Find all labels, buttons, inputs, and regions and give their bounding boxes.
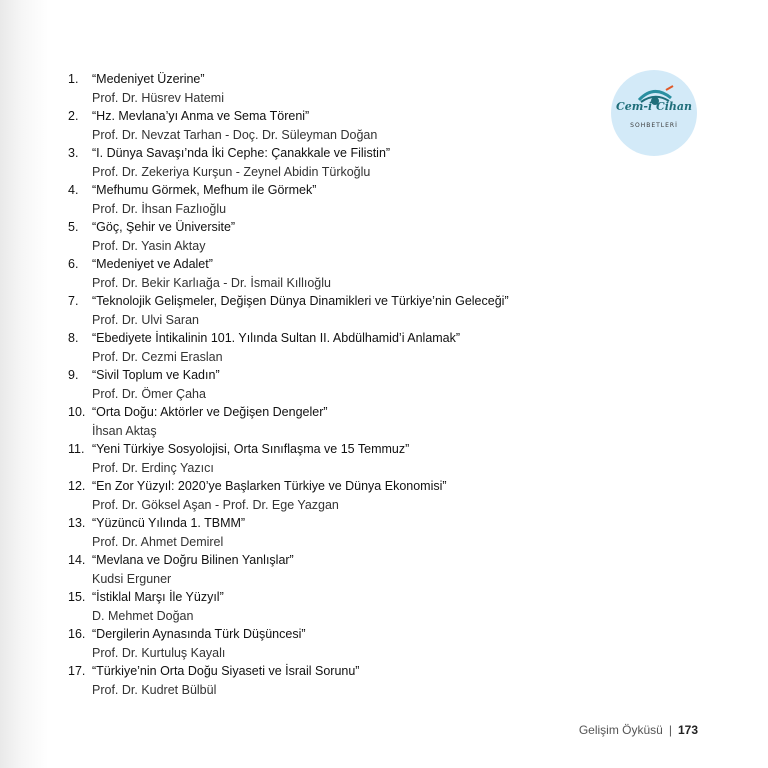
item-title: “Teknolojik Gelişmeler, Değişen Dünya Dinamikleri ve Türkiye’nin Geleceği” (92, 294, 509, 308)
item-number: 12. (68, 479, 86, 493)
list-item (68, 218, 628, 255)
item-number: 14. (68, 553, 86, 567)
item-author: İhsan Aktaş (92, 424, 157, 438)
item-author: Prof. Dr. Erdinç Yazıcı (92, 461, 214, 475)
list-item (68, 255, 628, 292)
item-number: 8. (68, 331, 79, 345)
item-title: “Türkiye’nin Orta Doğu Siyaseti ve İsrail Sorunu” (92, 664, 360, 678)
item-author: D. Mehmet Doğan (92, 609, 194, 623)
item-author: Prof. Dr. Nevzat Tarhan - Doç. Dr. Süleyman Doğan (92, 128, 378, 142)
item-author: Prof. Dr. Cezmi Eraslan (92, 350, 223, 364)
item-title: “Mefhumu Görmek, Mefhum ile Görmek” (92, 183, 317, 197)
item-author: Prof. Dr. Hüsrev Hatemi (92, 91, 224, 105)
page-footer (579, 723, 698, 737)
item-number: 7. (68, 294, 79, 308)
item-number: 9. (68, 368, 79, 382)
item-author: Prof. Dr. İhsan Fazlıoğlu (92, 202, 227, 216)
item-title: “İstiklal Marşı İle Yüzyıl” (92, 590, 224, 604)
item-number: 17. (68, 664, 86, 678)
logo-wordmark: Cem-i Cihan (615, 100, 693, 113)
item-title: “Yüzüncü Yılında 1. TBMM” (92, 516, 246, 530)
list-item (68, 329, 628, 366)
item-title: “I. Dünya Savaşı’nda İki Cephe: Çanakkale ve Filistin” (92, 146, 391, 160)
item-number: 10. (68, 405, 86, 419)
item-author: Prof. Dr. Bekir Karlıağa - Dr. İsmail Kıllıoğlu (92, 276, 331, 290)
item-number: 13. (68, 516, 86, 530)
item-author: Kudsi Erguner (92, 572, 172, 586)
item-title: “Yeni Türkiye Sosyolojisi, Orta Sınıflaşma ve 15 Temmuz” (92, 442, 410, 456)
item-author: Prof. Dr. Kudret Bülbül (92, 683, 217, 697)
logo-subtitle: SOHBETLERİ (630, 122, 678, 129)
list-item (68, 662, 628, 699)
list-item (68, 477, 628, 514)
list-item (68, 403, 628, 440)
item-title: “Medeniyet ve Adalet” (92, 257, 213, 271)
event-list (68, 70, 628, 699)
item-number: 6. (68, 257, 79, 271)
item-author: Prof. Dr. Göksel Aşan - Prof. Dr. Ege Yazgan (92, 498, 339, 512)
item-author: Prof. Dr. Ulvi Saran (92, 313, 199, 327)
item-number: 3. (68, 146, 79, 160)
item-author: Prof. Dr. Zekeriya Kurşun - Zeynel Abidin Türkoğlu (92, 165, 371, 179)
item-author: Prof. Dr. Ömer Çaha (92, 387, 206, 401)
item-title: “Ebediyete İntikalinin 101. Yılında Sultan II. Abdülhamid’i Anlamak” (92, 331, 461, 345)
item-number: 15. (68, 590, 86, 604)
list-item (68, 440, 628, 477)
item-number: 2. (68, 109, 79, 123)
list-item (68, 70, 628, 107)
item-title: “Orta Doğu: Aktörler ve Değişen Dengeler” (92, 405, 328, 419)
item-title: “Göç, Şehir ve Üniversite” (92, 220, 236, 234)
footer-separator: | (668, 723, 672, 737)
list-item (68, 588, 628, 625)
item-number: 5. (68, 220, 79, 234)
item-number: 11. (68, 442, 85, 456)
item-number: 16. (68, 627, 86, 641)
list-item (68, 366, 628, 403)
item-title: “En Zor Yüzyıl: 2020’ye Başlarken Türkiye ve Dünya Ekonomisi” (92, 479, 447, 493)
list-item (68, 292, 628, 329)
item-title: “Medeniyet Üzerine” (92, 72, 205, 86)
item-title: “Hz. Mevlana’yı Anma ve Sema Töreni” (92, 109, 310, 123)
book-title: Gelişim Öyküsü (578, 723, 663, 737)
page-number: 173 (677, 723, 698, 737)
item-title: “Dergilerin Aynasında Türk Düşüncesi” (92, 627, 306, 641)
list-item (68, 181, 628, 218)
list-item (68, 514, 628, 551)
item-number: 1. (68, 72, 79, 86)
list-item (68, 107, 628, 144)
item-title: “Sivil Toplum ve Kadın” (92, 368, 220, 382)
item-author: Prof. Dr. Kurtuluş Kayalı (92, 646, 226, 660)
item-author: Prof. Dr. Yasin Aktay (92, 239, 206, 253)
item-author: Prof. Dr. Ahmet Demirel (92, 535, 224, 549)
item-number: 4. (68, 183, 79, 197)
list-item (68, 551, 628, 588)
list-item (68, 625, 628, 662)
item-title: “Mevlana ve Doğru Bilinen Yanlışlar” (92, 553, 294, 567)
list-item (68, 144, 628, 181)
